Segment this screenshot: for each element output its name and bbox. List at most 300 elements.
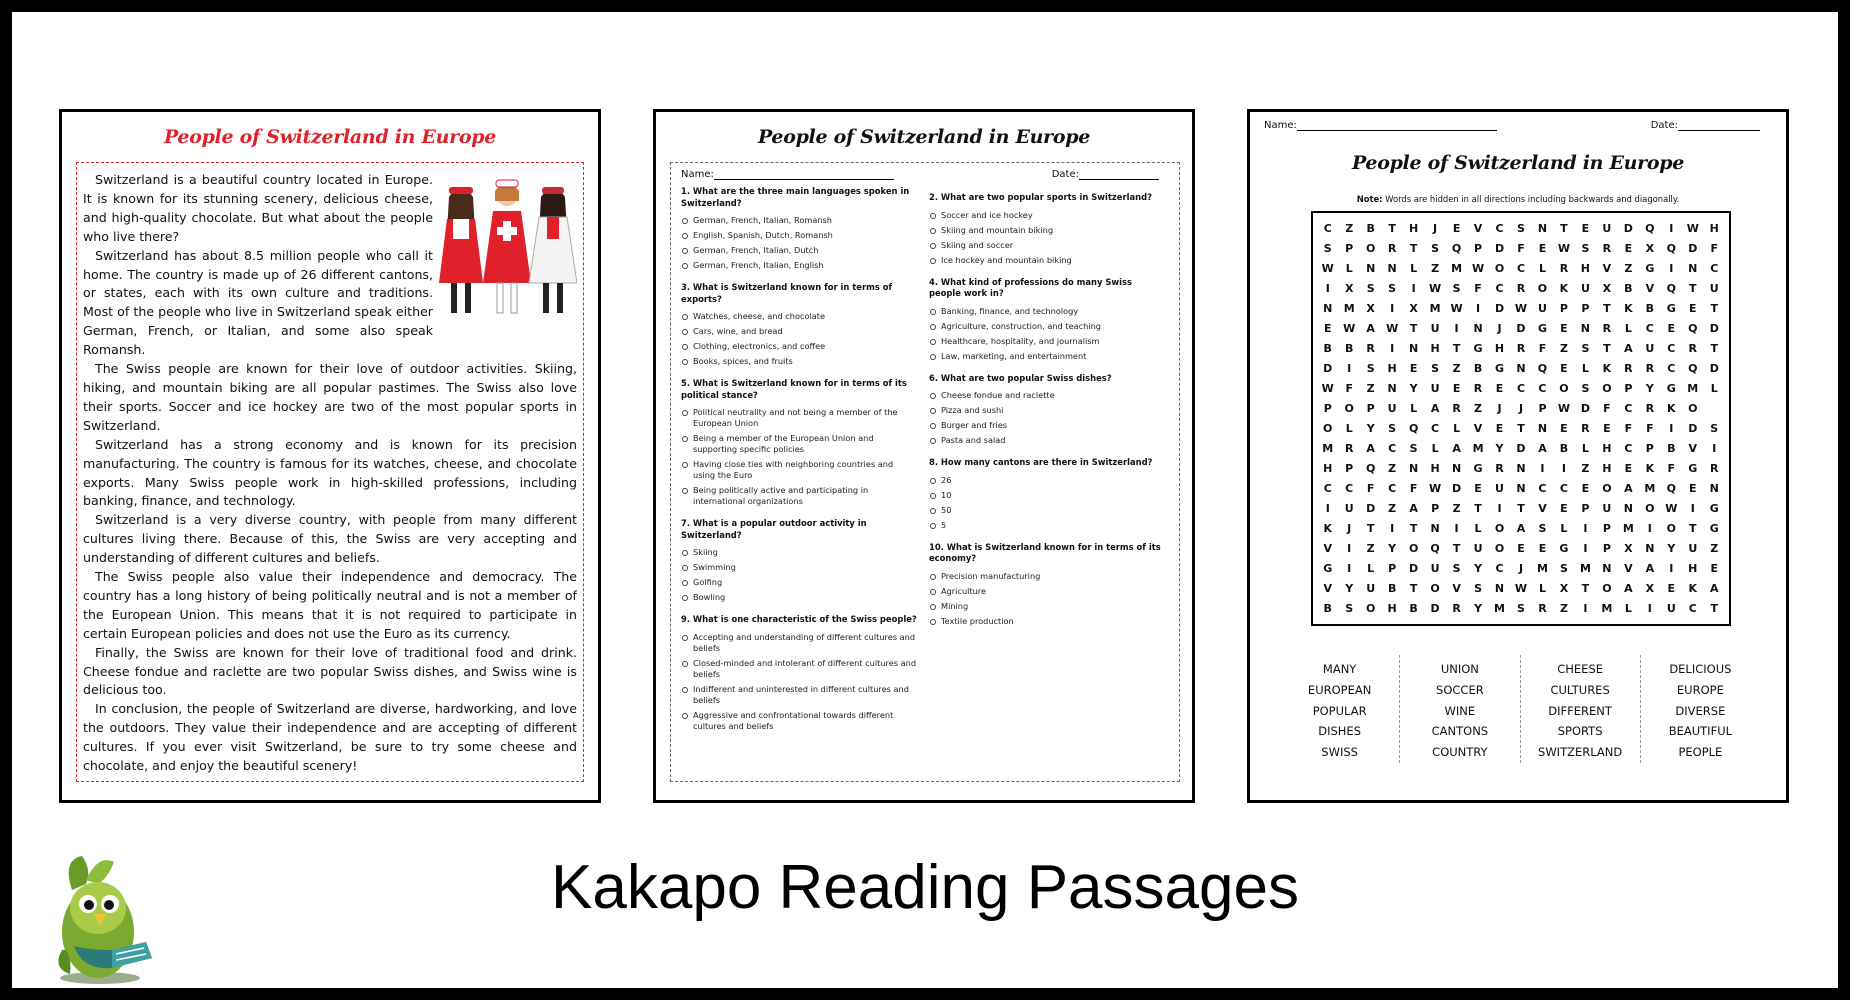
grid-letter: H xyxy=(1602,462,1612,475)
answer-option[interactable]: Precision manufacturing xyxy=(929,571,1165,582)
grid-letter: T xyxy=(1603,302,1611,315)
grid-letter: I xyxy=(1347,362,1352,375)
word-list-item: DISHES xyxy=(1318,724,1361,739)
grid-letter: S xyxy=(1581,242,1590,255)
word-list-column xyxy=(1521,655,1641,763)
grid-letter: Z xyxy=(1474,402,1483,415)
answer-option[interactable]: Golfing xyxy=(681,577,917,588)
grid-letter: N xyxy=(1494,582,1505,595)
grid-letter: I xyxy=(1454,322,1459,335)
grid-letter: R xyxy=(1516,342,1526,355)
grid-letter: W xyxy=(1665,502,1678,515)
date-field[interactable] xyxy=(1651,120,1760,131)
grid-letter: Q xyxy=(1645,222,1655,235)
grid-letter: T xyxy=(1710,602,1719,615)
grid-letter: B xyxy=(1624,282,1633,295)
grid-letter: E xyxy=(1560,322,1568,335)
grid-letter: A xyxy=(1710,582,1719,595)
grid-letter: B xyxy=(1345,342,1354,355)
grid-letter: J xyxy=(1497,322,1502,335)
grid-letter: U xyxy=(1430,382,1440,395)
grid-letter: W xyxy=(1514,302,1528,315)
grid-letter: A xyxy=(1516,522,1526,535)
grid-letter: V xyxy=(1645,282,1655,295)
grid-letter: I xyxy=(1669,562,1674,575)
answer-option[interactable]: Agriculture, construction, and teaching xyxy=(929,321,1165,332)
answer-option[interactable]: German, French, Italian, English xyxy=(681,260,917,271)
grid-letter: K xyxy=(1323,522,1332,535)
grid-letter: C xyxy=(1495,562,1504,575)
grid-letter: Z xyxy=(1431,262,1440,275)
grid-letter: T xyxy=(1581,582,1590,595)
grid-letter: T xyxy=(1560,222,1568,235)
note-label: Note: xyxy=(1356,194,1383,204)
grid-letter: P xyxy=(1645,442,1654,455)
grid-letter: H xyxy=(1494,342,1505,355)
swiss-people-illustration xyxy=(439,171,577,323)
quiz-question xyxy=(929,457,1165,531)
answer-option[interactable]: Skiing and mountain biking xyxy=(929,225,1165,236)
grid-letter: M xyxy=(1579,562,1591,575)
grid-letter: D xyxy=(1516,322,1526,335)
answer-option[interactable]: 26 xyxy=(929,475,1165,486)
grid-letter: N xyxy=(1366,262,1376,275)
grid-letter: N xyxy=(1473,322,1483,335)
grid-letter: E xyxy=(1495,422,1504,435)
grid-letter: S xyxy=(1431,362,1440,375)
brand-title: Kakapo Reading Passages xyxy=(551,853,1299,922)
grid-letter: I xyxy=(1583,602,1588,615)
grid-letter: C xyxy=(1388,442,1397,455)
grid-letter: I xyxy=(1712,442,1717,455)
grid-letter: K xyxy=(1559,282,1569,295)
grid-letter: I xyxy=(1347,542,1352,555)
grid-letter: D xyxy=(1409,562,1419,575)
question-text: 3. What is Switzerland known for in terms of exports? xyxy=(681,282,893,304)
grid-letter: B xyxy=(1667,442,1676,455)
word-list-column xyxy=(1400,655,1520,763)
quiz-page xyxy=(653,109,1195,803)
grid-letter: R xyxy=(1645,402,1655,415)
grid-letter: F xyxy=(1366,482,1375,495)
grid-letter: W xyxy=(1557,402,1570,415)
answer-options xyxy=(929,306,1165,362)
grid-letter: L xyxy=(1345,262,1353,275)
grid-letter: M xyxy=(1343,302,1355,315)
answer-option[interactable]: Agriculture xyxy=(929,586,1165,597)
grid-letter: W xyxy=(1471,262,1485,275)
answer-option[interactable]: Soccer and ice hockey xyxy=(929,210,1165,221)
grid-letter: L xyxy=(1367,562,1375,575)
grid-letter: D xyxy=(1452,482,1462,495)
grid-letter: C xyxy=(1345,482,1354,495)
grid-letter: C xyxy=(1495,222,1504,235)
grid-letter: M xyxy=(1644,482,1656,495)
grid-letter: O xyxy=(1537,282,1548,295)
grid-letter: G xyxy=(1323,562,1333,575)
answer-options xyxy=(929,571,1165,627)
grid-letter: I xyxy=(1583,522,1588,535)
grid-letter: W xyxy=(1321,262,1334,275)
answer-option[interactable]: English, Spanish, Dutch, Romansh xyxy=(681,230,917,241)
answer-option[interactable]: 5 xyxy=(929,520,1165,531)
question-text: 10. What is Switzerland known for in terms of its economy? xyxy=(929,541,1161,563)
grid-letter: O xyxy=(1688,402,1698,415)
grid-letter: D xyxy=(1709,362,1719,375)
answer-option[interactable]: Political neutrality and not being a member of the European Union xyxy=(681,407,917,429)
grid-letter: H xyxy=(1323,462,1333,475)
answer-option[interactable]: Law, marketing, and entertainment xyxy=(929,351,1165,362)
grid-letter: I xyxy=(1390,342,1395,355)
grid-letter: E xyxy=(1452,222,1461,235)
grid-letter: N xyxy=(1709,482,1719,495)
word-search-grid xyxy=(1311,211,1731,626)
grid-letter: G xyxy=(1666,302,1676,315)
answer-options xyxy=(681,215,917,271)
grid-letter: I xyxy=(1325,282,1330,295)
grid-letter: D xyxy=(1580,402,1590,415)
grid-letter: B xyxy=(1409,602,1418,615)
grid-letter: P xyxy=(1538,402,1547,415)
grid-letter: Z xyxy=(1710,542,1719,555)
grid-letter: E xyxy=(1667,322,1676,335)
grid-letter: T xyxy=(1517,422,1525,435)
answer-option[interactable]: German, French, Italian, Romansh xyxy=(681,215,917,226)
grid-letter: E xyxy=(1624,462,1633,475)
grid-letter: X xyxy=(1409,302,1418,315)
answer-option[interactable]: Healthcare, hospitality, and journalism xyxy=(929,336,1165,347)
answer-option[interactable]: Being a member of the European Union and supporting specific policies xyxy=(681,433,917,455)
word-list-item: PEOPLE xyxy=(1678,745,1723,760)
quiz-title: People of Switzerland in Europe xyxy=(757,126,1091,148)
grid-letter: W xyxy=(1429,482,1442,495)
grid-letter: U xyxy=(1709,282,1719,295)
quiz-question xyxy=(929,542,1165,627)
word-list xyxy=(1280,655,1760,763)
grid-letter: L xyxy=(1538,582,1546,595)
question-text: 6. What are two popular Swiss dishes? xyxy=(929,372,1112,383)
grid-letter: S xyxy=(1345,602,1354,615)
grid-letter: S xyxy=(1366,362,1375,375)
grid-letter: A xyxy=(1452,442,1461,455)
grid-letter: E xyxy=(1517,542,1525,555)
grid-letter: O xyxy=(1365,602,1376,615)
answer-option[interactable]: Closed-minded and intolerant of different cultures and beliefs xyxy=(681,658,917,680)
grid-letter: G xyxy=(1537,322,1547,335)
answer-option[interactable]: Accepting and understanding of different cultures and beliefs xyxy=(681,632,917,654)
grid-letter: H xyxy=(1387,602,1397,615)
grid-letter: C xyxy=(1710,262,1719,275)
grid-letter: X xyxy=(1645,242,1655,255)
grid-letter: Y xyxy=(1345,582,1354,595)
passage-paragraph: Switzerland has a strong economy and is known for its precision manufacturing. The country is famous for its watches, cheese, and chocolate exports. Many Swiss people work in high-skilled professions, including banking, finance, and technology. xyxy=(83,436,577,509)
answer-option[interactable]: Pizza and sushi xyxy=(929,405,1165,416)
question-text: 8. How many cantons are there in Switzerland? xyxy=(929,457,1153,467)
grid-letter: C xyxy=(1667,362,1676,375)
answer-option[interactable]: Mining xyxy=(929,601,1165,612)
grid-letter: V xyxy=(1688,442,1698,455)
answer-option[interactable]: 50 xyxy=(929,505,1165,516)
grid-letter: Y xyxy=(1495,442,1504,455)
grid-letter: O xyxy=(1645,502,1655,515)
grid-letter: A xyxy=(1430,402,1440,415)
answer-option[interactable]: Skiing xyxy=(681,547,917,558)
grid-letter: R xyxy=(1516,282,1526,295)
grid-letter: O xyxy=(1344,402,1354,415)
grid-letter: R xyxy=(1452,602,1461,615)
grid-letter: I xyxy=(1540,462,1545,475)
grid-letter: B xyxy=(1387,582,1397,595)
grid-letter: O xyxy=(1323,422,1333,435)
word-list-item: WINE xyxy=(1444,703,1476,718)
answer-option[interactable]: Clothing, electronics, and coffee xyxy=(681,341,917,352)
question-text: 9. What is one characteristic of the Swiss people? xyxy=(681,614,917,624)
grid-letter: K xyxy=(1667,402,1676,415)
answer-option[interactable]: Cars, wine, and bread xyxy=(681,326,917,337)
word-list-item: DELICIOUS xyxy=(1669,662,1732,676)
grid-letter: O xyxy=(1365,242,1376,255)
grid-letter: N xyxy=(1323,302,1333,315)
grid-letter: Z xyxy=(1452,362,1461,375)
grid-letter: U xyxy=(1666,602,1676,615)
grid-letter: J xyxy=(1347,522,1352,535)
grid-letter: C xyxy=(1645,322,1654,335)
grid-letter: F xyxy=(1624,422,1633,435)
grid-letter: V xyxy=(1452,582,1461,595)
grid-letter: U xyxy=(1602,222,1612,235)
grid-letter: R xyxy=(1602,322,1612,335)
quiz-question xyxy=(929,373,1165,447)
grid-letter: W xyxy=(1343,322,1356,335)
answer-options xyxy=(929,390,1165,446)
grid-letter: I xyxy=(1561,462,1566,475)
grid-letter: V xyxy=(1624,562,1633,575)
grid-letter: Q xyxy=(1408,422,1419,435)
answer-option[interactable]: Having close ties with neighboring countries and using the Euro xyxy=(681,459,917,481)
grid-letter: R xyxy=(1645,362,1655,375)
grid-letter: T xyxy=(1409,582,1418,595)
grid-letter: N xyxy=(1645,542,1655,555)
grid-letter: A xyxy=(1366,322,1375,335)
grid-letter: R xyxy=(1452,402,1461,415)
grid-letter: E xyxy=(1452,382,1461,395)
grid-letter: Z xyxy=(1388,502,1397,515)
grid-letter: F xyxy=(1345,382,1353,395)
grid-letter: F xyxy=(1474,282,1482,295)
grid-letter: E xyxy=(1409,362,1418,375)
answer-option[interactable]: Skiing and soccer xyxy=(929,240,1165,251)
grid-letter: Q xyxy=(1365,462,1376,475)
answer-option[interactable]: Books, spices, and fruits xyxy=(681,356,917,367)
grid-letter: I xyxy=(1347,562,1352,575)
grid-letter: L xyxy=(1431,442,1439,455)
grid-letter: I xyxy=(1411,282,1416,295)
answer-option[interactable]: Being politically active and participating in international organizations xyxy=(681,485,917,507)
grid-letter: R xyxy=(1581,422,1590,435)
answer-options xyxy=(681,407,917,507)
grid-letter: H xyxy=(1602,442,1612,455)
grid-letter: G xyxy=(1666,382,1676,395)
grid-letter: X xyxy=(1624,542,1633,555)
grid-letter: T xyxy=(1517,502,1525,515)
answer-options xyxy=(681,632,917,732)
grid-letter: Q xyxy=(1451,242,1462,255)
grid-letter: R xyxy=(1624,362,1633,375)
grid-letter: R xyxy=(1559,262,1569,275)
grid-letter: N xyxy=(1516,462,1526,475)
grid-letter: F xyxy=(1667,462,1676,475)
grid-letter: E xyxy=(1581,482,1590,495)
grid-letter: U xyxy=(1495,482,1504,495)
grid-letter: C xyxy=(1538,382,1547,395)
grid-letter: E xyxy=(1560,362,1568,375)
grid-letter: T xyxy=(1388,222,1396,235)
grid-letter: R xyxy=(1688,342,1698,355)
grid-letter: O xyxy=(1494,262,1505,275)
word-search-page xyxy=(1247,109,1789,803)
date-field[interactable] xyxy=(1052,169,1159,180)
grid-letter: I xyxy=(1669,222,1674,235)
grid-letter: Z xyxy=(1366,542,1375,555)
grid-letter: A xyxy=(1366,442,1375,455)
product-preview-frame xyxy=(12,12,1838,988)
quiz-question xyxy=(929,277,1165,362)
grid-letter: K xyxy=(1602,362,1612,375)
answer-option[interactable]: Textile production xyxy=(929,616,1165,627)
grid-letter: J xyxy=(1497,402,1502,415)
grid-letter: N xyxy=(1430,522,1440,535)
answer-option[interactable]: Burger and fries xyxy=(929,420,1165,431)
grid-letter: P xyxy=(1345,462,1354,475)
answer-option[interactable]: Bowling xyxy=(681,592,917,603)
answer-option[interactable]: 10 xyxy=(929,490,1165,501)
grid-letter: A xyxy=(1624,342,1633,355)
grid-letter: L xyxy=(1474,522,1482,535)
question-text: 7. What is a popular outdoor activity in Switzerland? xyxy=(681,518,867,540)
grid-letter: U xyxy=(1602,502,1612,515)
grid-letter: M xyxy=(1472,442,1484,455)
grid-letter: R xyxy=(1602,242,1612,255)
grid-letter: L xyxy=(1538,262,1546,275)
quiz-question xyxy=(929,192,1165,266)
grid-letter: M xyxy=(1451,262,1463,275)
question-text: 5. What is Switzerland known for in terms of its political stance? xyxy=(681,378,907,400)
quiz-question xyxy=(681,282,917,367)
grid-letter: D xyxy=(1709,322,1719,335)
grid-letter: V xyxy=(1473,422,1483,435)
passage-paragraph: The Swiss people are known for their love of outdoor activities. Skiing, hiking, and mountain biking are all popular pastimes. The Swiss also love their sports. Soccer and ice hockey are two of the most popular sports in Switzerland. xyxy=(83,361,577,433)
word-list-item: CANTONS xyxy=(1431,724,1489,739)
passage-title: People of Switzerland in Europe xyxy=(163,126,497,148)
grid-letter: W xyxy=(1514,582,1528,595)
passage-paragraph: Switzerland is a beautiful country located in Europe. It is known for its stunning scenery, delicious cheese, and high-quality chocolate. But what about the people who live there? xyxy=(83,172,433,244)
grid-letter: H xyxy=(1709,222,1719,235)
answer-option[interactable]: Indifferent and uninterested in different cultures and beliefs xyxy=(681,684,917,706)
answer-option[interactable]: Aggressive and confrontational towards different cultures and beliefs xyxy=(681,710,917,732)
grid-letter: P xyxy=(1345,242,1354,255)
grid-letter: Y xyxy=(1474,602,1483,615)
grid-letter: F xyxy=(1409,482,1418,495)
grid-letter: Y xyxy=(1366,422,1375,435)
grid-letter: I xyxy=(1647,522,1652,535)
grid-letter: S xyxy=(1581,382,1590,395)
grid-letter: S xyxy=(1517,222,1525,235)
answer-option[interactable]: Pasta and salad xyxy=(929,435,1165,446)
grid-letter: Z xyxy=(1559,602,1568,615)
grid-letter: M xyxy=(1494,602,1505,615)
grid-letter: C xyxy=(1624,402,1633,415)
grid-letter: M xyxy=(1322,442,1334,455)
grid-letter: D xyxy=(1366,502,1376,515)
grid-letter: S xyxy=(1452,562,1461,575)
grid-letter: O xyxy=(1602,382,1612,395)
grid-letter: L xyxy=(1581,442,1589,455)
grid-letter: V xyxy=(1538,502,1547,515)
answer-option[interactable]: Ice hockey and mountain biking xyxy=(929,255,1165,266)
grid-letter: N xyxy=(1537,422,1548,435)
grid-letter: D xyxy=(1516,442,1526,455)
grid-letter: F xyxy=(1517,242,1525,255)
grid-letter: N xyxy=(1516,362,1526,375)
grid-letter: H xyxy=(1409,222,1419,235)
name-label: Name: xyxy=(681,169,714,180)
grid-letter: J xyxy=(1433,222,1438,235)
name-date-row xyxy=(1264,120,1774,131)
grid-letter: Q xyxy=(1666,282,1676,295)
word-search-title: People of Switzerland in Europe xyxy=(1351,152,1685,174)
grid-letter: A xyxy=(1624,482,1633,495)
question-text: 1. What are the three main languages spoken in Switzerland? xyxy=(681,186,910,208)
grid-letter: S xyxy=(1538,522,1547,535)
grid-letter: R xyxy=(1473,382,1483,395)
grid-letter: M xyxy=(1429,302,1441,315)
reading-passage-page xyxy=(59,109,601,803)
quiz-columns xyxy=(681,186,1169,743)
answer-option[interactable]: German, French, Italian, Dutch xyxy=(681,245,917,256)
grid-letter: T xyxy=(1710,302,1719,315)
grid-letter: D xyxy=(1494,242,1505,255)
grid-letter: S xyxy=(1409,442,1418,455)
grid-letter: U xyxy=(1580,282,1590,295)
grid-letter: I xyxy=(1583,542,1588,555)
name-field[interactable] xyxy=(1264,120,1497,131)
grid-letter: F xyxy=(1603,402,1611,415)
grid-letter: E xyxy=(1624,242,1633,255)
grid-letter: N xyxy=(1451,462,1462,475)
grid-letter: N xyxy=(1602,562,1612,575)
grid-letter: S xyxy=(1710,422,1719,435)
grid-letter: Y xyxy=(1388,542,1397,555)
name-field[interactable] xyxy=(681,169,894,180)
grid-letter: G xyxy=(1645,262,1655,275)
grid-letter: O xyxy=(1666,522,1676,535)
grid-letter: X xyxy=(1602,282,1612,295)
answer-option[interactable]: Watches, cheese, and chocolate xyxy=(681,311,917,322)
answer-option[interactable]: Cheese fondue and raclette xyxy=(929,390,1165,401)
grid-letter: P xyxy=(1388,562,1397,575)
grid-letter: X xyxy=(1366,302,1375,315)
grid-letter: E xyxy=(1538,542,1547,555)
answer-option[interactable]: Swimming xyxy=(681,562,917,573)
quiz-column-left xyxy=(681,186,917,743)
grid-letter: T xyxy=(1452,342,1461,355)
grid-letter: C xyxy=(1323,222,1332,235)
grid-letter: P xyxy=(1366,402,1375,415)
grid-letter: O xyxy=(1408,542,1419,555)
grid-letter: B xyxy=(1366,222,1375,235)
grid-letter: O xyxy=(1494,522,1505,535)
answer-option[interactable]: Banking, finance, and technology xyxy=(929,306,1165,317)
